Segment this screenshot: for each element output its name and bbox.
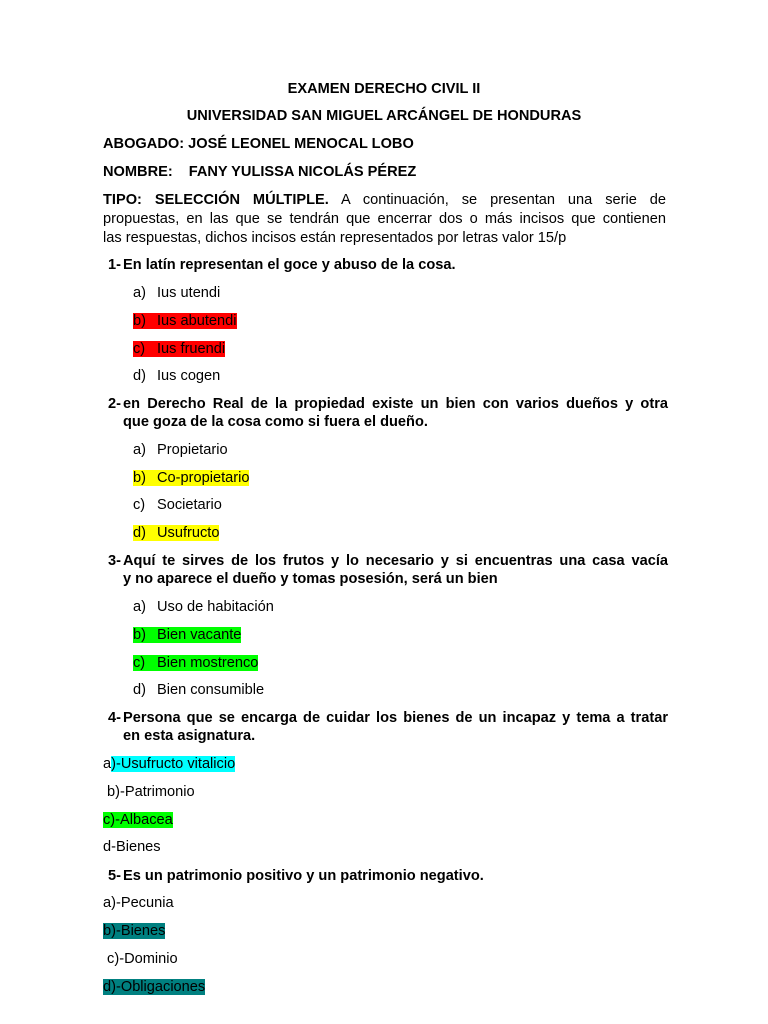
option-1b bbox=[133, 312, 237, 330]
option-5c: c)-Dominio bbox=[103, 951, 178, 967]
question-text-line-1: Persona que se encarga de cuidar los bienes de un incapaz y tema a tratar bbox=[123, 710, 668, 726]
option-text-highlighted: Ius abutendi bbox=[157, 313, 237, 329]
question-number: 2- bbox=[108, 396, 121, 412]
option-4a bbox=[103, 755, 235, 773]
option-marker: a) bbox=[133, 285, 146, 301]
option-3a bbox=[133, 598, 274, 616]
option-prefix: a bbox=[103, 756, 112, 772]
option-text-highlighted: Ius fruendi bbox=[157, 341, 226, 357]
question-text-line-1: Aquí te sirves de los frutos y lo necesario y si encuentras una casa vacía bbox=[123, 553, 668, 569]
option-1a bbox=[133, 284, 220, 302]
option-text-highlighted: Bien mostrenco bbox=[157, 655, 259, 671]
option-marker: d) bbox=[133, 525, 146, 541]
option-marker: c) bbox=[133, 655, 146, 671]
question-text-line-2: que goza de la cosa como si fuera el dueño. bbox=[123, 414, 428, 430]
question-number: 1- bbox=[108, 257, 121, 273]
question-number: 5- bbox=[108, 868, 121, 884]
option-marker: c) bbox=[133, 497, 146, 513]
option-marker: d) bbox=[133, 368, 146, 384]
option-text: Ius utendi bbox=[157, 285, 221, 301]
option-text: Propietario bbox=[157, 442, 228, 458]
option-text-highlighted: Usufructo bbox=[157, 525, 220, 541]
exam-title: EXAMEN DERECHO CIVIL II bbox=[287, 81, 481, 97]
option-2c bbox=[133, 496, 222, 514]
option-4d: d-Bienes bbox=[103, 839, 161, 855]
option-marker: c) bbox=[133, 341, 146, 357]
option-text: Societario bbox=[157, 497, 222, 513]
option-marker: d) bbox=[133, 682, 146, 698]
option-5a: a)-Pecunia bbox=[103, 895, 174, 911]
question-text-line-2: y no aparece el dueño y tomas posesión, será un bien bbox=[123, 571, 498, 587]
question-text: En latín representan el goce y abuso de la cosa. bbox=[123, 257, 456, 273]
option-text-highlighted: d)-Obligaciones bbox=[103, 979, 206, 995]
option-4c bbox=[103, 811, 173, 829]
option-1d bbox=[133, 367, 220, 385]
option-4b: b)-Patrimonio bbox=[103, 784, 195, 800]
option-2d bbox=[133, 524, 219, 542]
option-3d bbox=[133, 681, 264, 699]
question-5 bbox=[108, 867, 668, 885]
question-2 bbox=[108, 395, 668, 431]
option-5d bbox=[103, 978, 205, 996]
instructions-type-label: TIPO: SELECCIÓN MÚLTIPLE. bbox=[103, 192, 329, 208]
question-number: 4- bbox=[108, 710, 121, 726]
student-name-line bbox=[103, 163, 416, 181]
option-3c bbox=[133, 654, 258, 672]
option-text-highlighted: Co-propietario bbox=[157, 470, 250, 486]
option-marker: b) bbox=[133, 470, 146, 486]
instructions bbox=[103, 191, 666, 248]
option-text: Bien consumible bbox=[157, 682, 265, 698]
option-text: Ius cogen bbox=[157, 368, 221, 384]
option-text-highlighted: )-Usufructo vitalicio bbox=[111, 756, 236, 772]
option-2b bbox=[133, 469, 249, 487]
option-marker: a) bbox=[133, 599, 146, 615]
option-text-highlighted: Bien vacante bbox=[157, 627, 242, 643]
option-5b bbox=[103, 922, 165, 940]
question-text: Es un patrimonio positivo y un patrimonio negativo. bbox=[123, 868, 484, 884]
instructions-line-3: las respuestas, dichos incisos están representados por letras valor 15/p bbox=[103, 230, 567, 246]
name-label: NOMBRE: bbox=[103, 164, 173, 180]
option-text: Uso de habitación bbox=[157, 599, 274, 615]
option-text-highlighted: c)-Albacea bbox=[103, 812, 173, 828]
university-name: UNIVERSIDAD SAN MIGUEL ARCÁNGEL DE HONDURAS bbox=[186, 108, 582, 124]
question-3 bbox=[108, 552, 668, 588]
question-text-line-2: en esta asignatura. bbox=[123, 728, 256, 744]
option-marker: b) bbox=[133, 313, 146, 329]
option-1c bbox=[133, 340, 225, 358]
lawyer-line: ABOGADO: JOSÉ LEONEL MENOCAL LOBO bbox=[103, 136, 414, 152]
question-4 bbox=[108, 709, 668, 745]
option-2a bbox=[133, 441, 228, 459]
option-marker: a) bbox=[133, 442, 146, 458]
option-marker: b) bbox=[133, 627, 146, 643]
question-number: 3- bbox=[108, 553, 121, 569]
name-value: FANY YULISSA NICOLÁS PÉREZ bbox=[188, 164, 417, 180]
question-text-line-1: en Derecho Real de la propiedad existe un bien con varios dueños y otra bbox=[123, 396, 668, 412]
instructions-text-1: A continuación, se presentan una serie de bbox=[328, 192, 666, 208]
question-1 bbox=[108, 256, 668, 274]
instructions-line-2: propuestas, en las que se tendrán que encerrar dos o más incisos que contienen bbox=[103, 211, 666, 227]
option-3b bbox=[133, 626, 241, 644]
instructions-line-1 bbox=[103, 191, 666, 210]
option-text-highlighted: b)-Bienes bbox=[103, 923, 166, 939]
